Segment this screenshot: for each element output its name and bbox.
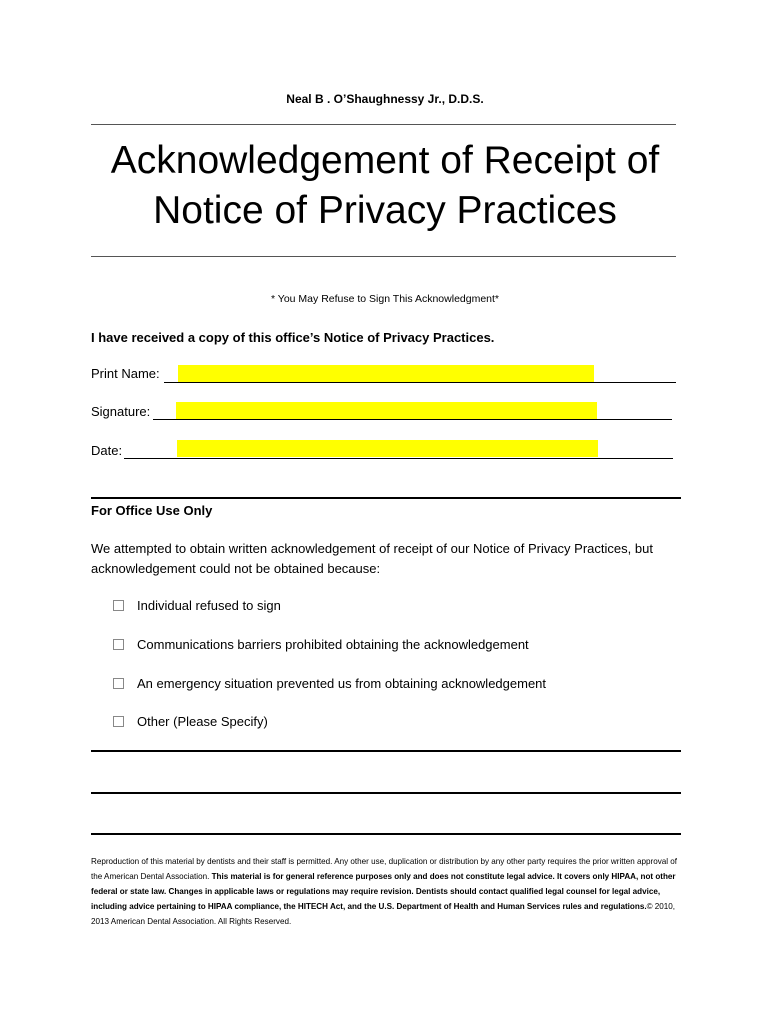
option-communication-label: Communications barriers prohibited obtaining the acknowledgement xyxy=(137,637,529,652)
checkbox-communication[interactable] xyxy=(113,639,124,650)
refuse-note: * You May Refuse to Sign This Acknowledgment* xyxy=(270,293,500,305)
date-field[interactable] xyxy=(124,458,673,459)
legal-footer xyxy=(91,854,683,929)
checkbox-other[interactable] xyxy=(113,716,124,727)
office-use-divider xyxy=(91,497,681,499)
title-line-2: Notice of Privacy Practices xyxy=(153,189,617,232)
specify-line-2[interactable] xyxy=(91,792,681,794)
practice-name: Neal B . O’Shaughnessy Jr., D.D.S. xyxy=(286,92,484,106)
option-refused[interactable] xyxy=(113,598,281,613)
footer-copyright: © 2010, 2013 American Dental Association. All Rights Reserved. xyxy=(91,902,676,926)
signature-highlight[interactable] xyxy=(176,402,597,419)
header-divider xyxy=(91,124,676,125)
footer-reproduction: Reproduction of this material by dentists and their staff is permitted. Any other use, duplication or distribution by any other party requires the prior written approval of the American Dental Association. xyxy=(91,857,678,881)
checkbox-refused[interactable] xyxy=(113,600,124,611)
option-communication[interactable] xyxy=(113,637,529,652)
print-name-highlight[interactable] xyxy=(178,365,594,382)
option-other-label: Other (Please Specify) xyxy=(137,714,268,729)
print-name-field[interactable] xyxy=(164,382,676,383)
office-use-heading: For Office Use Only xyxy=(91,503,213,518)
specify-line-3[interactable] xyxy=(91,833,681,835)
office-use-intro: We attempted to obtain written acknowledgement of receipt of our Notice of Privacy Practices, but acknowledgement could not be obtained because: xyxy=(91,541,653,576)
specify-line-1[interactable] xyxy=(91,750,681,752)
date-highlight[interactable] xyxy=(177,440,598,457)
signature-field[interactable] xyxy=(153,419,672,420)
title-line-1: Acknowledgement of Receipt of xyxy=(110,139,660,182)
signature-label: Signature: xyxy=(91,404,151,419)
print-name-label: Print Name: xyxy=(91,366,160,381)
received-statement: I have received a copy of this office’s Notice of Privacy Practices. xyxy=(91,330,495,345)
option-emergency-label: An emergency situation prevented us from obtaining acknowledgement xyxy=(137,676,547,691)
document-title xyxy=(0,136,770,236)
option-refused-label: Individual refused to sign xyxy=(137,598,281,613)
footer-disclaimer: This material is for general reference purposes only and does not constitute legal advice. It covers only HIPAA, not other federal or state law. Changes in applicable laws or regulations may require revision. Dentists should contact qualified legal counsel for legal advice, including advice pertaining to HIPAA compliance, the HITECH Act, and the U.S. Department of Health and Human Services rules and regulations. xyxy=(91,872,676,911)
checkbox-emergency[interactable] xyxy=(113,678,124,689)
date-label: Date: xyxy=(91,443,123,458)
option-other[interactable] xyxy=(113,714,268,729)
title-divider xyxy=(91,256,676,257)
option-emergency[interactable] xyxy=(113,676,546,691)
